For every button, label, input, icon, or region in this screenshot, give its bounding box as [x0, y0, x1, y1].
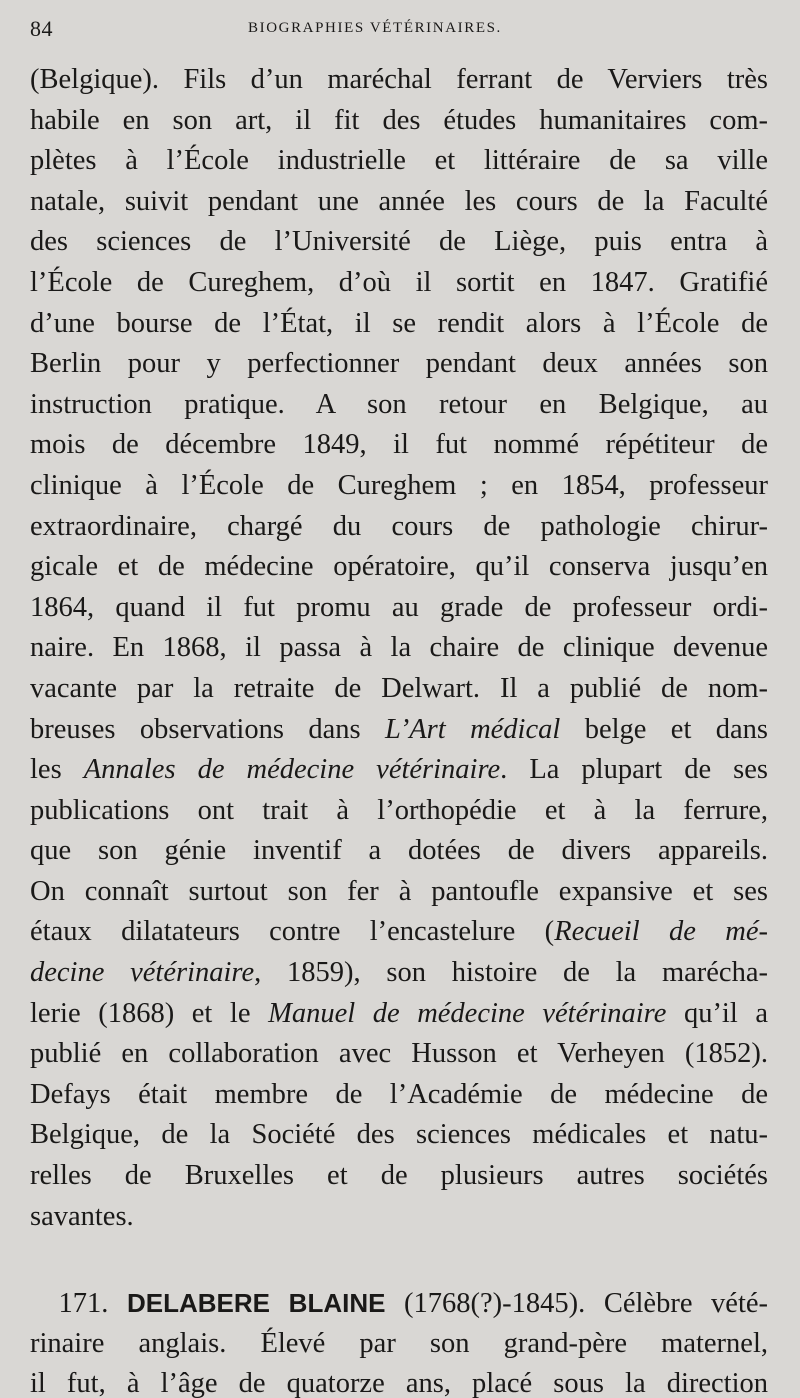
text-line: il fut, à l’âge de quatorze ans, placé sous la direction	[30, 1368, 768, 1398]
italic-title: decine vétérinaire	[30, 957, 255, 989]
text-line: (Belgique). Fils d’un maréchal ferrant de Verviers très	[30, 64, 768, 95]
text-line: l’École de Cureghem, d’où il sortit en 1847. Gratifié	[30, 266, 768, 298]
text-line: naire. En 1868, il passa à la chaire de clinique devenue	[30, 632, 768, 664]
entry-heading-line	[30, 1283, 768, 1324]
text-line: habile en son art, il fit des études humanitaires com-	[30, 104, 768, 136]
text-line: gicale et de médecine opératoire, qu’il conserva jusqu’en	[30, 551, 768, 583]
page-header	[30, 16, 770, 46]
text-line: 1864, quand il fut promu au grade de professeur ordi-	[30, 591, 768, 623]
text-line: vacante par la retraite de Delwart. Il a publié de nom-	[30, 672, 768, 704]
text-line	[30, 953, 768, 994]
page-body	[30, 60, 768, 1398]
text-line: mois de décembre 1849, il fut nommé répétiteur de	[30, 429, 768, 461]
text-line: savantes.	[30, 1200, 134, 1232]
text-line: plètes à l’École industrielle et littéraire de sa ville	[30, 145, 768, 177]
text-segment: breuses observations dans	[30, 713, 385, 745]
text-line: Belgique, de la Société des sciences médicales et natu-	[30, 1119, 768, 1151]
text-segment: lerie (1868) et le	[30, 997, 269, 1029]
entry-171	[30, 1283, 768, 1398]
text-line: clinique à l’École de Cureghem ; en 1854, professeur	[30, 469, 768, 501]
entry-name: DELABERE BLAINE	[126, 1288, 386, 1319]
text-line	[30, 750, 768, 791]
text-line: Defays était membre de l’Académie de médecine de	[30, 1078, 768, 1110]
text-segment: les	[30, 754, 84, 786]
paragraph-gap	[30, 1237, 768, 1283]
text-line: d’une bourse de l’État, il se rendit alors à l’École de	[30, 307, 768, 339]
paragraph-defays	[30, 60, 768, 1237]
text-line: que son génie inventif a dotées de divers appareils.	[30, 835, 768, 867]
text-segment: étaux dilatateurs contre l’encastelure (	[30, 916, 555, 948]
italic-title: Recueil de mé-	[554, 916, 768, 948]
text-segment: (1768(?)-1845). Célèbre vété-	[385, 1288, 769, 1320]
text-line	[30, 912, 768, 953]
text-line: publications ont trait à l’orthopédie et à la ferrure,	[30, 794, 768, 826]
text-line: rinaire anglais. Élevé par son grand-père maternel,	[30, 1327, 768, 1359]
text-line	[30, 994, 768, 1035]
text-line: natale, suivit pendant une année les cours de la Faculté	[30, 185, 768, 217]
italic-title: L’Art médical	[384, 713, 561, 745]
text-line: Berlin pour y perfectionner pendant deux années son	[30, 348, 768, 380]
text-segment: . La plupart de ses	[500, 754, 768, 786]
text-segment: , 1859), son histoire de la maréchа-	[254, 957, 768, 989]
page-number: 84	[30, 16, 53, 41]
italic-title: Manuel de médecine vétérinaire	[268, 997, 667, 1029]
italic-title: Annales de médecine vétérinaire	[83, 754, 501, 786]
text-line: extraordinaire, chargé du cours de pathologie chirur-	[30, 510, 768, 542]
text-segment: belge et dans	[560, 713, 769, 745]
entry-number: 171.	[58, 1288, 109, 1320]
text-segment: qu’il a	[666, 997, 768, 1029]
running-title: BIOGRAPHIES VÉTÉRINAIRES.	[248, 20, 502, 36]
text-line: publié en collaboration avec Husson et Verheyen (1852).	[30, 1038, 768, 1070]
text-line: instruction pratique. A son retour en Belgique, au	[30, 388, 768, 420]
text-line: relles de Bruxelles et de plusieurs autres sociétés	[30, 1160, 768, 1192]
text-line	[30, 710, 768, 751]
text-line: On connaît surtout son fer à pantoufle expansive et ses	[30, 875, 768, 907]
text-line: des sciences de l’Université de Liège, puis entra à	[30, 226, 768, 258]
